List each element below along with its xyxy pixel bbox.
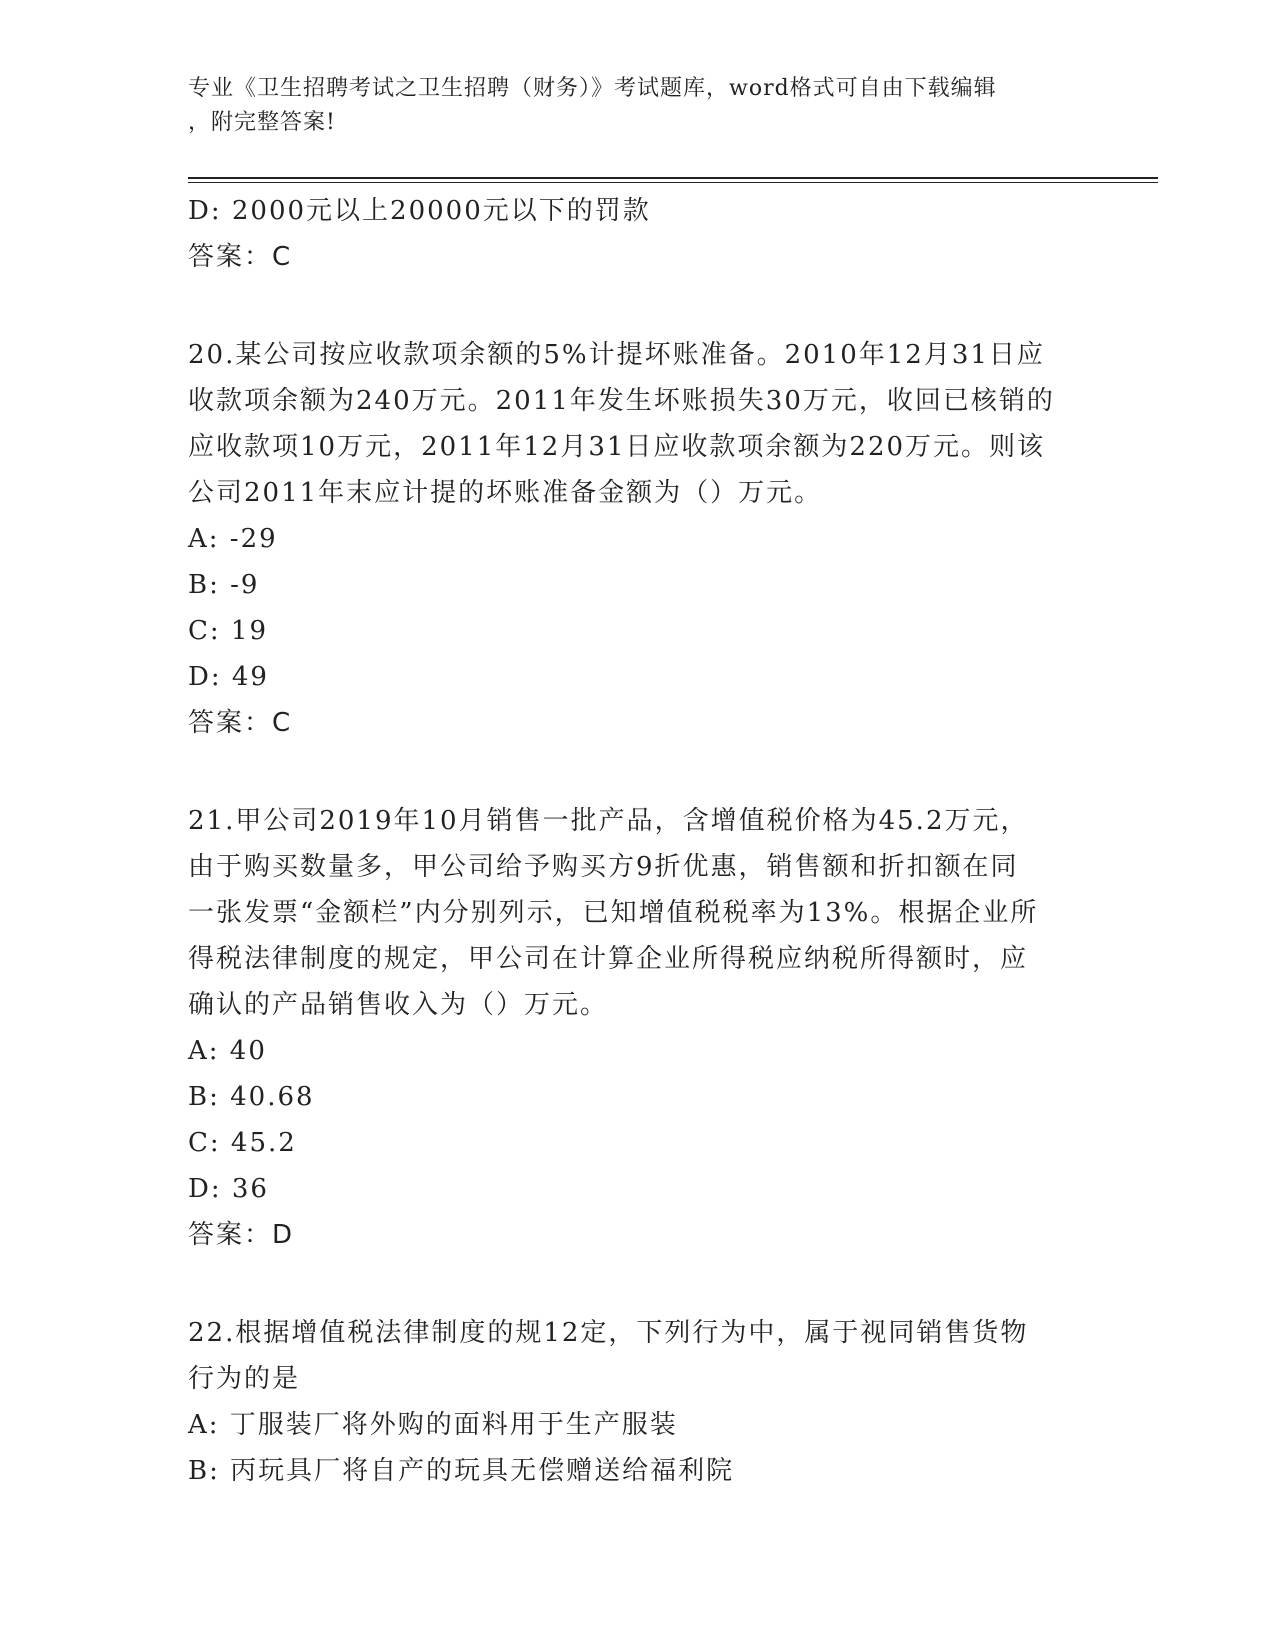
option-b: B: 40.68: [188, 1082, 315, 1112]
header-rule-thick: [188, 177, 1158, 179]
header-line-2: ，附完整答案!: [188, 110, 336, 135]
document-body: [188, 188, 1088, 1494]
question-19-tail: [188, 188, 1088, 280]
answer: 答案：C: [188, 708, 293, 738]
question-text: [188, 1310, 1088, 1402]
header-rule-thin: [188, 182, 1158, 183]
option-c: C: 19: [188, 616, 269, 646]
header-line-1: 专业《卫生招聘考试之卫生招聘（财务）》考试题库，word格式可自由下载编辑: [188, 76, 997, 101]
option-a: A: 40: [188, 1036, 267, 1066]
question-line: 收款项余额为240万元。2011年发生坏账损失30万元，收回已核销的: [188, 386, 1055, 416]
question-text: [188, 332, 1088, 516]
document-header: [188, 72, 1088, 140]
question-line: 22.根据增值税法律制度的规12定，下列行为中，属于视同销售货物: [188, 1318, 1029, 1348]
question-line: 21.甲公司2019年10月销售一批产品，含增值税价格为45.2万元，: [188, 806, 1029, 836]
option-a: A: 丁服装厂将外购的面料用于生产服装: [188, 1410, 678, 1440]
question-text: [188, 798, 1088, 1028]
option-d: D: 2000元以上20000元以下的罚款: [188, 196, 651, 226]
option-b: B: -9: [188, 570, 260, 600]
question-line: 公司2011年末应计提的坏账准备金额为（）万元。: [188, 478, 823, 508]
question-22: [188, 1310, 1088, 1494]
option-d: D: 36: [188, 1174, 269, 1204]
question-line: 行为的是: [188, 1364, 301, 1394]
option-d: D: 49: [188, 662, 269, 692]
question-line: 得税法律制度的规定，甲公司在计算企业所得税应纳税所得额时，应: [188, 944, 1029, 974]
question-20: [188, 332, 1088, 746]
question-21: [188, 798, 1088, 1258]
answer: 答案：D: [188, 1220, 295, 1250]
question-line: 一张发票“金额栏”内分别列示，已知增值税税率为13%。根据企业所: [188, 898, 1039, 928]
question-line: 确认的产品销售收入为（）万元。: [188, 990, 609, 1020]
option-b: B: 丙玩具厂将自产的玩具无偿赠送给福利院: [188, 1456, 735, 1486]
answer: 答案：C: [188, 242, 293, 272]
option-c: C: 45.2: [188, 1128, 297, 1158]
option-a: A: -29: [188, 524, 278, 554]
question-line: 由于购买数量多，甲公司给予购买方9折优惠，销售额和折扣额在同: [188, 852, 1019, 882]
question-line: 20.某公司按应收款项余额的5%计提坏账准备。2010年12月31日应: [188, 340, 1045, 370]
question-line: 应收款项10万元，2011年12月31日应收款项余额为220万元。则该: [188, 432, 1046, 462]
